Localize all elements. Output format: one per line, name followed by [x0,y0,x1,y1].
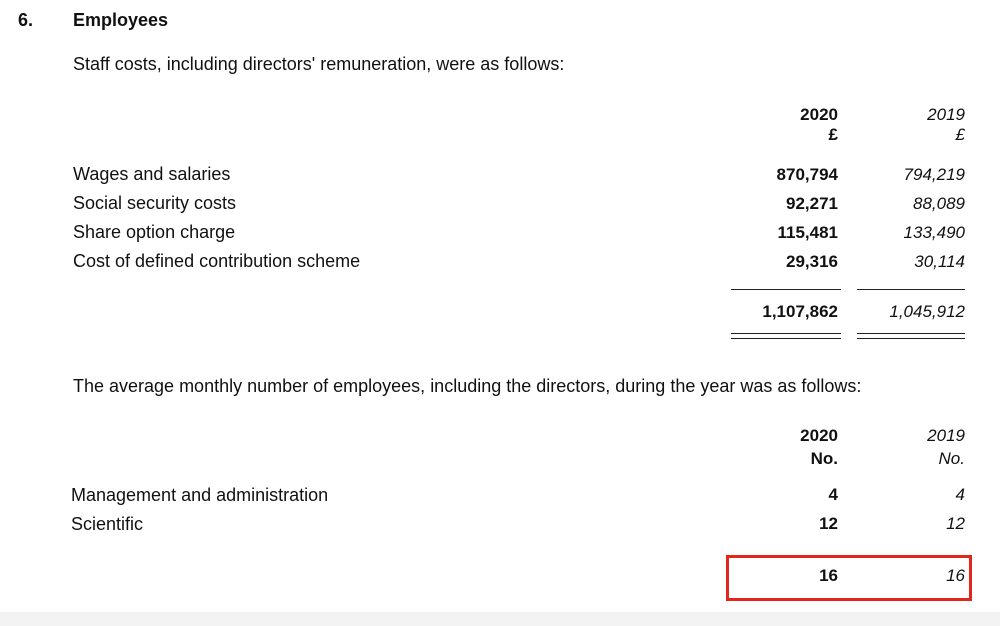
total-double-rule-2020-top [731,333,841,334]
subtotal-rule-2019 [857,289,965,290]
staff-row-label: Cost of defined contribution scheme [73,251,361,271]
emp-row-value-2020: 12 [819,514,838,533]
emp-row-label: Scientific [71,514,144,534]
subtotal-rule-2020 [731,289,841,290]
total-double-rule-2019-top [857,333,965,334]
staff-col-2020-year: 2020 [800,105,838,124]
staff-total-2020: 1,107,862 [762,302,838,321]
staff-row-value-2019: 794,219 [903,165,965,184]
emp-col-2019-year: 2019 [927,426,965,445]
staff-col-2020-unit: £ [828,125,838,144]
emp-col-2020-year: 2020 [800,426,838,445]
employees-intro: The average monthly number of employees, including the directors, during the year was as follows: [73,376,862,396]
emp-row-value-2019: 4 [955,485,965,504]
page-bottom-edge [0,612,1000,626]
emp-col-2019-unit: No. [938,449,965,468]
staff-row-value-2020: 115,481 [777,223,838,242]
emp-total-2019: 16 [946,566,965,585]
note-number: 6. [18,10,34,30]
total-double-rule-2020-bottom [731,338,841,339]
total-double-rule-2019-bottom [857,338,965,339]
emp-row-label: Management and administration [71,485,329,505]
staff-row-value-2020: 29,316 [786,252,838,271]
staff-row-value-2020: 92,271 [786,194,838,213]
emp-row-value-2019: 12 [946,514,965,533]
staff-row-label: Social security costs [73,193,237,213]
staff-row-value-2020: 870,794 [776,165,838,184]
staff-row-label: Wages and salaries [73,164,231,184]
staff-total-2019: 1,045,912 [889,302,965,321]
staff-row-value-2019: 30,114 [914,252,965,271]
staff-col-2019-year: 2019 [927,105,965,124]
emp-col-2020-unit: No. [810,449,838,468]
note-title: Employees [73,10,169,30]
highlight-box [726,555,972,601]
staff-row-label: Share option charge [73,222,236,242]
emp-row-value-2020: 4 [828,485,838,504]
staff-col-2019-unit: £ [955,125,965,144]
emp-total-2020: 16 [819,566,838,585]
staff-row-value-2019: 88,089 [913,194,965,213]
staff-row-value-2019: 133,490 [903,223,965,242]
staff-costs-intro: Staff costs, including directors' remuneration, were as follows: [73,54,565,74]
